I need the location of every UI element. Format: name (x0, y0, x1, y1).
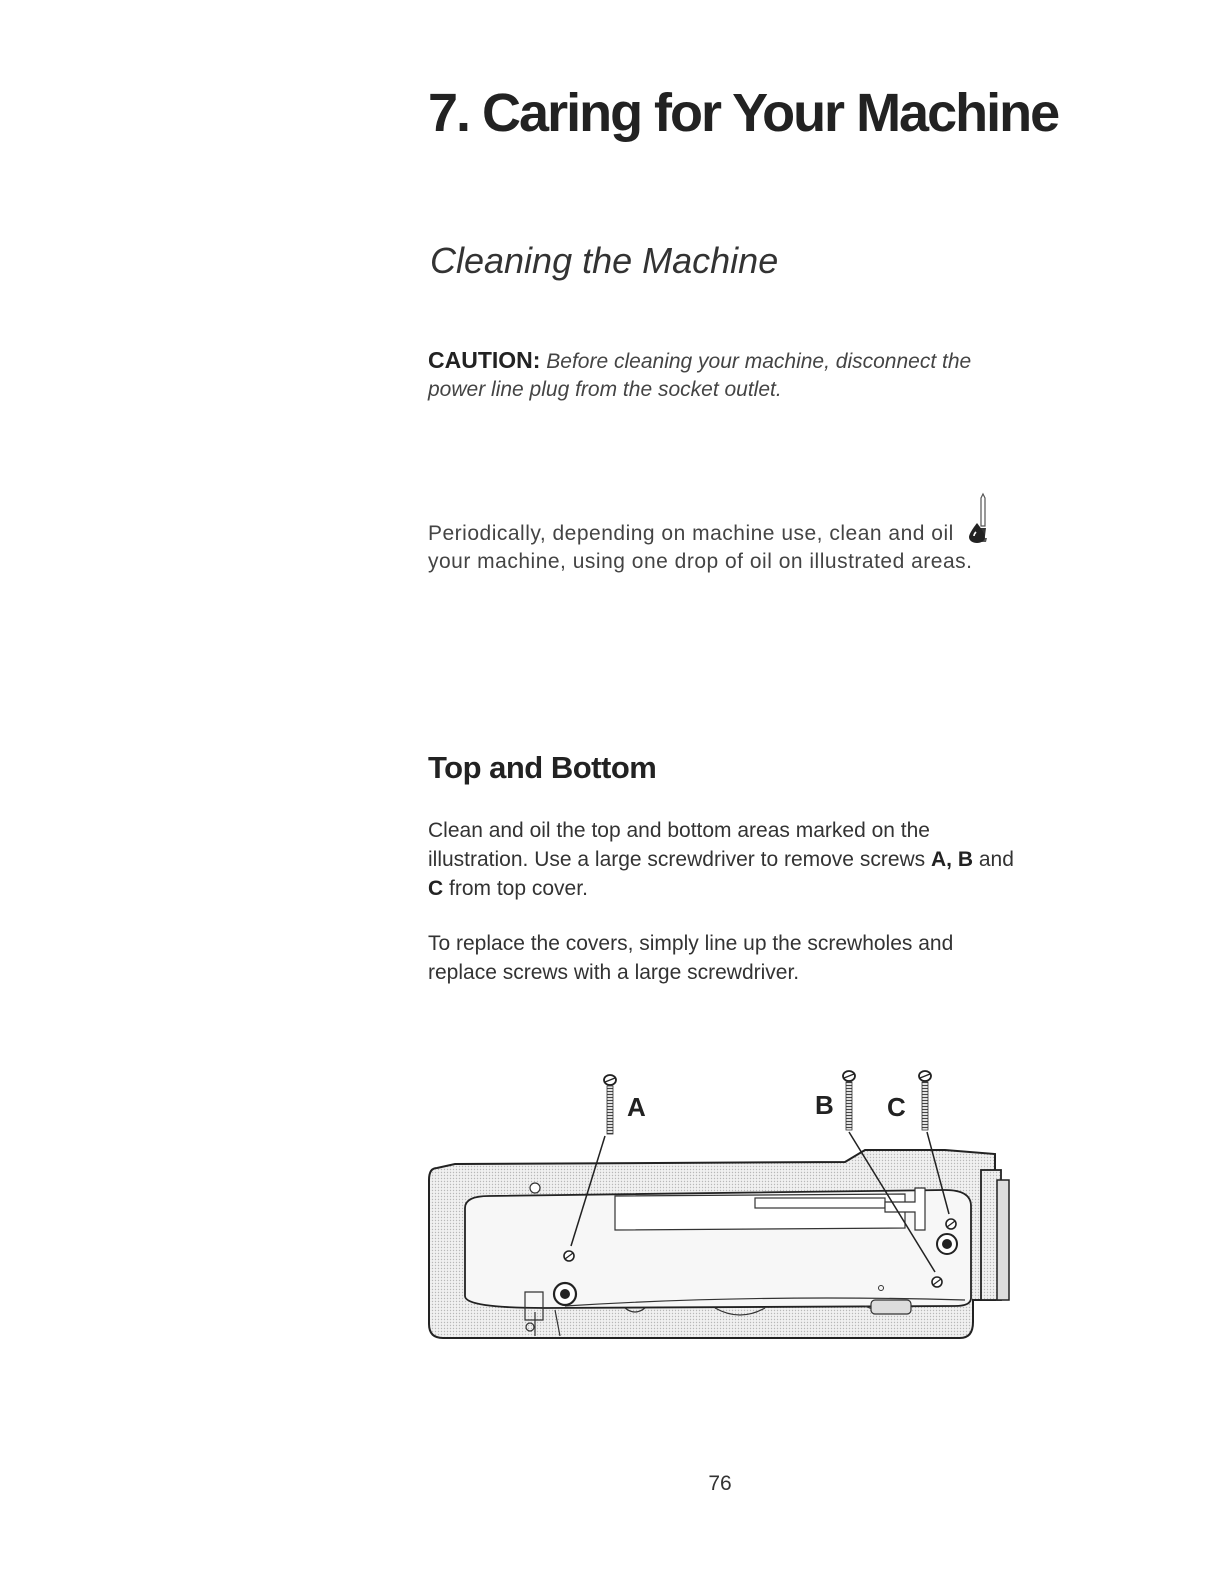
screw-a-icon (604, 1075, 616, 1134)
para1-and: and (978, 848, 1014, 871)
top-bottom-paragraph-2: To replace the covers, simply line up the screwholes and replace screws with a large screwdriver. (428, 932, 954, 984)
top-and-bottom-heading: Top and Bottom (428, 750, 657, 785)
section-title: Cleaning the Machine (430, 240, 779, 281)
top-bottom-paragraph-1 (428, 816, 1018, 903)
chapter-title: 7. Caring for Your Machine (428, 83, 1059, 143)
screw-b-icon (843, 1071, 855, 1130)
oiling-instructions (428, 520, 1018, 576)
screw-hole-c (946, 1219, 956, 1229)
page-number: 76 (708, 1472, 732, 1495)
para1-text: Clean and oil the top and bottom areas marked on the illustration. Use a large screwdriver to remove screws (428, 819, 930, 871)
oiling-text-part2: your machine, using one drop of oil on illustrated areas. (428, 550, 973, 573)
oil-drop-icon (966, 522, 988, 544)
caution-notice (428, 346, 1028, 404)
screw-label-c: C (428, 877, 444, 900)
machine-top-cover-illustration (425, 1060, 1025, 1350)
caution-text: Before cleaning your machine, disconnect the power line plug from the socket outlet. (428, 350, 972, 401)
oiling-text-part1: Periodically, depending on machine use, clean and oil (428, 522, 954, 545)
caution-label: CAUTION: (428, 347, 541, 373)
screw-hole-b (932, 1277, 942, 1287)
screw-hole-a (564, 1251, 574, 1261)
para1-tail: from top cover. (449, 877, 588, 900)
screw-label-b: B (957, 848, 974, 871)
figure-label-b: B (815, 1090, 834, 1120)
figure-label-a: A (627, 1092, 646, 1122)
machine-body (429, 1150, 1009, 1338)
screw-c-icon (919, 1071, 931, 1130)
screw-label-a: A, (931, 848, 953, 871)
figure-label-c: C (887, 1092, 906, 1122)
